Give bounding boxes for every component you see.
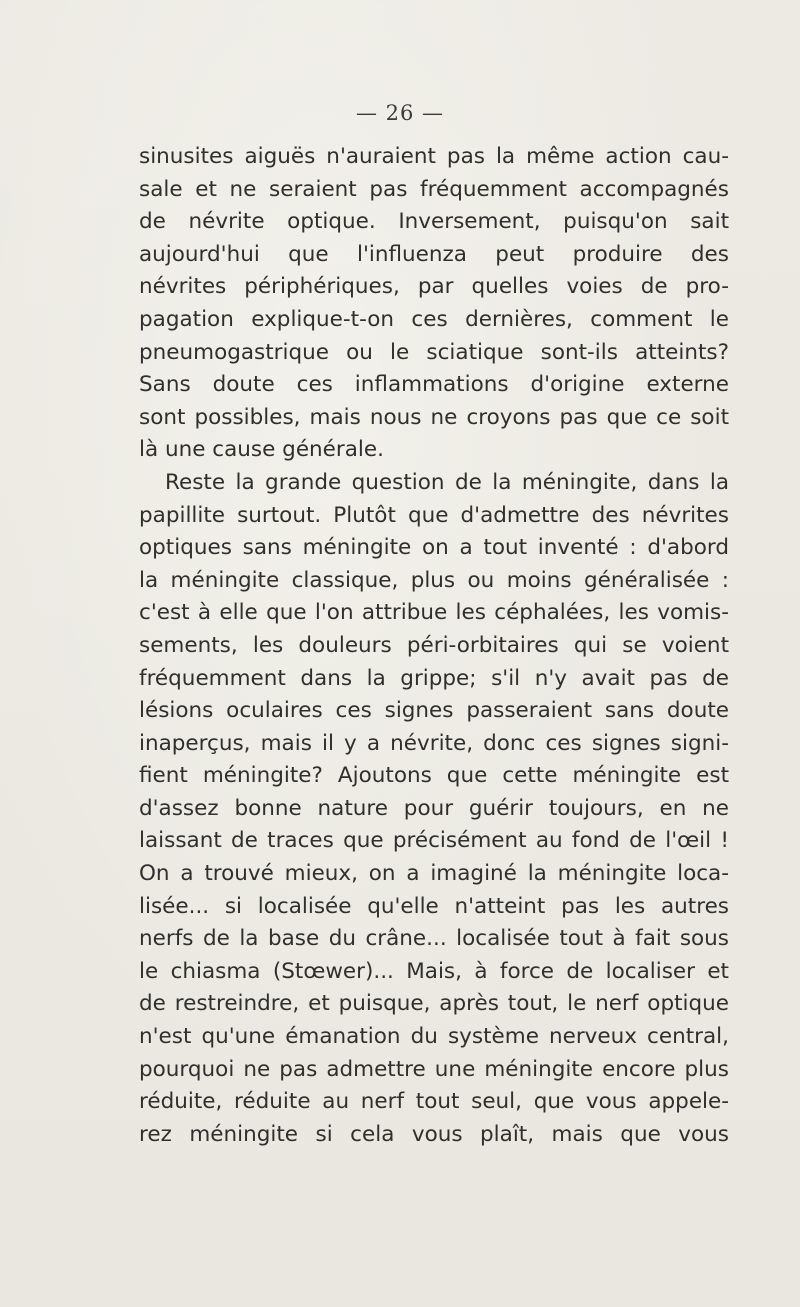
text-line: sements, les douleurs péri-orbitaires qui se voient bbox=[139, 632, 729, 658]
text-line: sinusites aiguës n'auraient pas la même action cau- bbox=[139, 144, 729, 169]
text-line: lisée... si localisée qu'elle n'atteint pas les autres bbox=[139, 893, 729, 919]
text-line: fréquemment dans la grippe; s'il n'y avait pas de bbox=[139, 665, 729, 691]
text-line: papillite surtout. Plutôt que d'admettre des névrites bbox=[139, 502, 729, 528]
text-line: Sans doute ces inflammations d'origine externe bbox=[139, 372, 729, 398]
text-line: lésions oculaires ces signes passeraient sans doute bbox=[139, 698, 729, 724]
text-line: c'est à elle que l'on attribue les céphalées, les vomis- bbox=[139, 600, 729, 626]
text-line: laissant de traces que précisément au fond de l'œil ! bbox=[139, 828, 729, 854]
text-line: pneumogastrique ou le sciatique sont-ils atteints? bbox=[139, 339, 729, 365]
text-line: optiques sans méningite on a tout inventé : d'abord bbox=[139, 535, 729, 561]
text-line: inaperçus, mais il y a névrite, donc ces signes signi- bbox=[139, 730, 729, 756]
text-line: On a trouvé mieux, on a imaginé la méningite loca- bbox=[139, 861, 729, 887]
text-line: pagation explique-t-on ces dernières, comment le bbox=[139, 306, 729, 332]
paragraph-end-line: là une cause générale. bbox=[139, 437, 384, 463]
text-line: fient méningite? Ajoutons que cette méningite est bbox=[139, 763, 729, 789]
text-line: d'assez bonne nature pour guérir toujours, en ne bbox=[139, 795, 729, 821]
text-line: rez méningite si cela vous plaît, mais que vous bbox=[139, 1121, 729, 1147]
text-line: sale et ne seraient pas fréquemment accompagnés bbox=[139, 176, 729, 202]
text-line: névrites périphériques, par quelles voies de pro- bbox=[139, 274, 729, 300]
text-line: sont possibles, mais nous ne croyons pas que ce soit bbox=[139, 404, 729, 430]
text-line: pourquoi ne pas admettre une méningite encore plus bbox=[139, 1056, 729, 1082]
paragraph-start-line: Reste la grande question de la méningite, dans la bbox=[165, 469, 729, 495]
text-line: la méningite classique, plus ou moins généralisée : bbox=[139, 567, 729, 593]
text-line: n'est qu'une émanation du système nerveux central, bbox=[139, 1024, 729, 1050]
page-body-text bbox=[139, 141, 729, 1151]
text-line: nerfs de la base du crâne... localisée tout à fait sous bbox=[139, 926, 729, 952]
text-line: le chiasma (Stœwer)... Mais, à force de localiser et bbox=[139, 958, 729, 984]
text-line: de névrite optique. Inversement, puisqu'on sait bbox=[139, 209, 729, 235]
text-line: réduite, réduite au nerf tout seul, que vous appele- bbox=[139, 1089, 729, 1115]
text-line: aujourd'hui que l'influenza peut produire des bbox=[139, 241, 729, 267]
page-number: — 26 — bbox=[355, 101, 445, 125]
text-line: de restreindre, et puisque, après tout, le nerf optique bbox=[139, 991, 729, 1017]
